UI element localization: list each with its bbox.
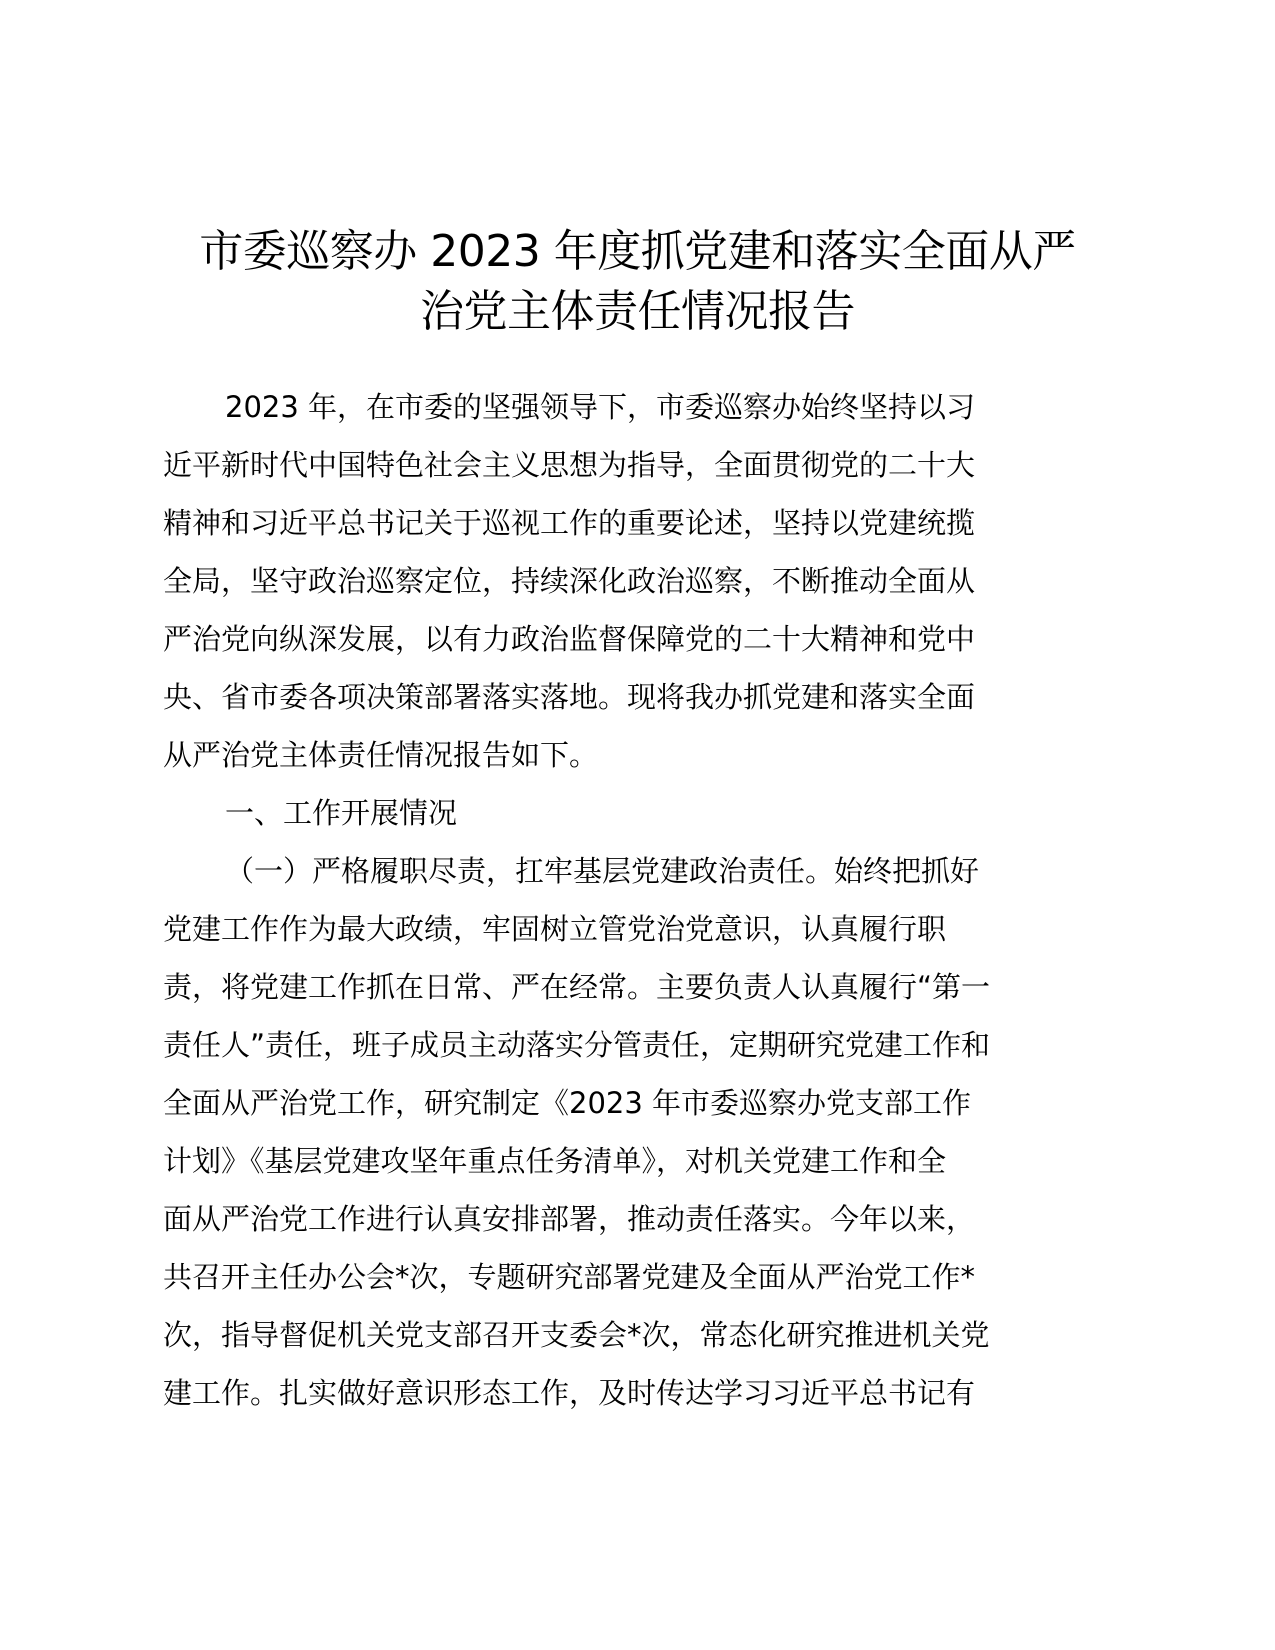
- paragraph-section-line: 责，将党建工作抓在日常、严在经常。主要负责人认真履行“第一: [163, 970, 991, 1004]
- paragraph-intro-line: 精神和习近平总书记关于巡视工作的重要论述，坚持以党建统揽: [163, 506, 976, 540]
- paragraph-section-line: 责任人”责任，班子成员主动落实分管责任，定期研究党建工作和: [163, 1028, 991, 1062]
- paragraph-section-line: 次，指导督促机关党支部召开支委会*次，常态化研究推进机关党: [163, 1318, 990, 1352]
- paragraph-intro-line: 2023 年，在市委的坚强领导下，市委巡察办始终坚持以习: [225, 390, 976, 424]
- paragraph-intro-line: 央、省市委各项决策部署落实落地。现将我办抓党建和落实全面: [163, 680, 976, 714]
- paragraph-section-line: （一）严格履职尽责，扛牢基层党建政治责任。始终把抓好: [225, 854, 980, 888]
- paragraph-section-line: 党建工作作为最大政绩，牢固树立管党治党意识，认真履行职: [163, 912, 947, 946]
- paragraph-section-line: 共召开主任办公会*次，专题研究部署党建及全面从严治党工作*: [163, 1260, 976, 1294]
- document-title: [140, 222, 1135, 342]
- title-line-1: 市委巡察办 2023 年度抓党建和落实全面从严: [199, 226, 1076, 277]
- paragraph-section-line: 面从严治党工作进行认真安排部署，推动责任落实。今年以来，: [163, 1202, 976, 1236]
- paragraph-section-line: 全面从严治党工作，研究制定《2023 年市委巡察办党支部工作: [163, 1086, 972, 1120]
- paragraph-intro-line: 从严治党主体责任情况报告如下。: [163, 738, 599, 772]
- paragraph-section-line: 建工作。扎实做好意识形态工作，及时传达学习习近平总书记有: [163, 1376, 976, 1410]
- paragraph-section-line: 计划》《基层党建攻坚年重点任务清单》，对机关党建工作和全: [163, 1144, 947, 1178]
- paragraph-intro-line: 全局，坚守政治巡察定位，持续深化政治巡察，不断推动全面从: [163, 564, 976, 598]
- paragraph-intro-line: 严治党向纵深发展，以有力政治监督保障党的二十大精神和党中: [163, 622, 976, 656]
- paragraph-intro-line: 近平新时代中国特色社会主义思想为指导，全面贯彻党的二十大: [163, 448, 976, 482]
- document-body: [163, 378, 1123, 1422]
- title-line-2: 治党主体责任情况报告: [420, 286, 855, 337]
- section-heading: 一、工作开展情况: [225, 796, 458, 830]
